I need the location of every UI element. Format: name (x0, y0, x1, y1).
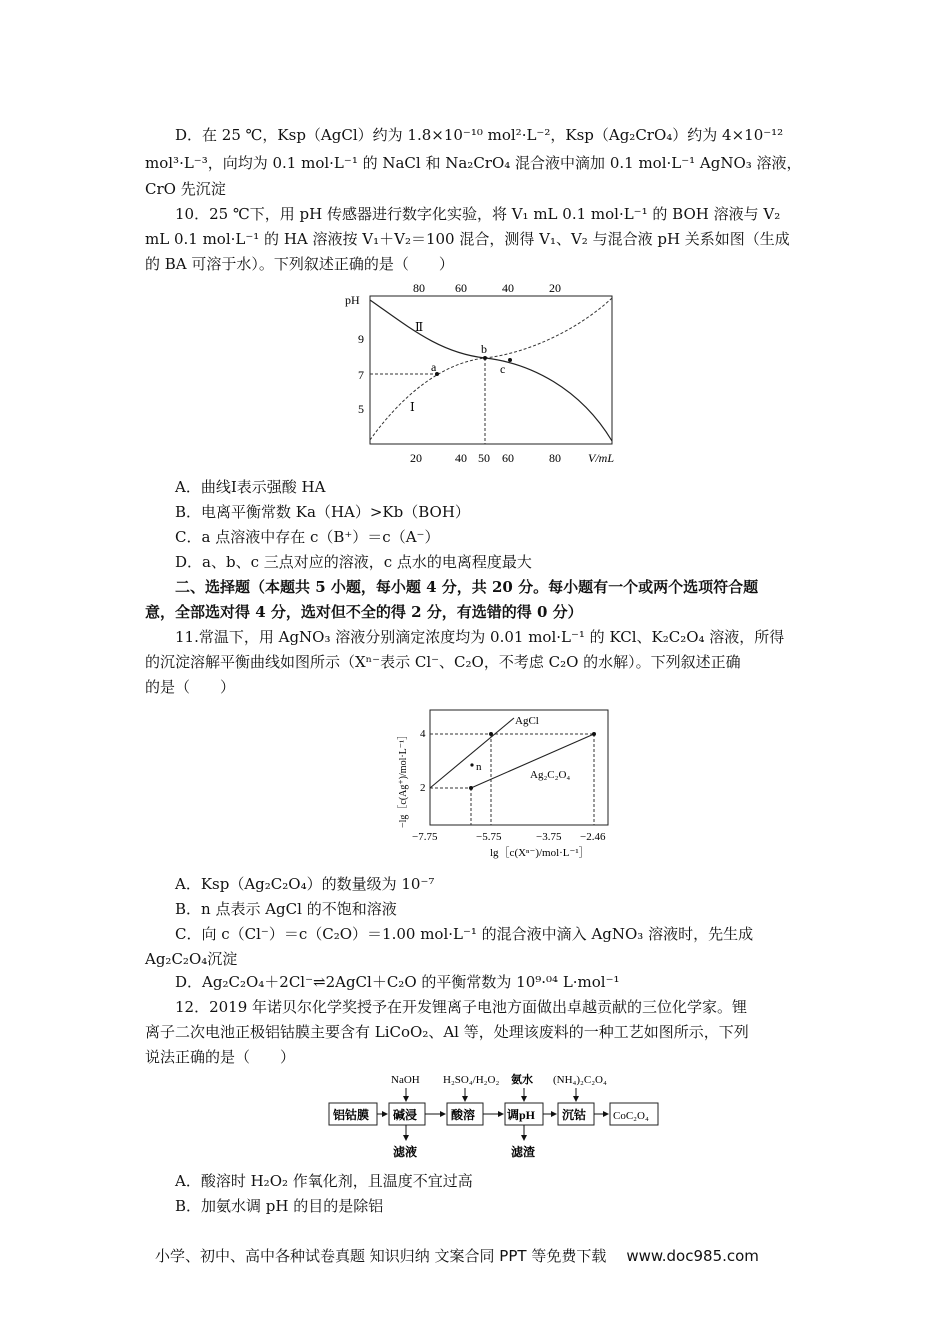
q11-option-c-line2: Ag₂C₂O₄沉淀 (145, 950, 238, 968)
point-ag2c2o4-4 (592, 732, 596, 736)
bottom-tick: 50 (478, 451, 490, 465)
point-n (470, 763, 473, 766)
top-tick: 80 (413, 281, 425, 295)
y-axis-label: −lg［c(Ag⁺)/mol·L⁻¹］ (398, 729, 409, 828)
ag2c2o4-label: Ag₂C₂O₄ (530, 769, 571, 781)
agcl-line (430, 718, 514, 788)
top-tick: 40 (502, 281, 514, 295)
input-h2so4-h2o2: H₂SO₄/H₂O₂ (443, 1074, 500, 1086)
q9-option-d-line2: mol³·L⁻³，向均为 0.1 mol·L⁻¹ 的 NaCl 和 Na₂CrO₄ 混合液中滴加 0.1 mol·L⁻¹ AgNO₃ 溶液， (145, 154, 802, 172)
box-precipitate-cobalt: 沉钴 (562, 1108, 587, 1122)
label-c: c (500, 362, 506, 376)
curve-i (370, 298, 612, 440)
label-b: b (481, 342, 487, 356)
bottom-tick: 20 (410, 451, 422, 465)
q11-option-c-line1: C．向 c（Cl⁻）＝c（C₂O）＝1.00 mol·L⁻¹ 的混合液中滴入 AgNO₃ 溶液时，先生成 (175, 925, 754, 943)
output-residue: 滤渣 (511, 1145, 536, 1159)
q12-stem-line3: 说法正确的是（ ） (145, 1048, 296, 1066)
point-ag2c2o4-2 (469, 786, 473, 790)
footer-text: 小学、初中、高中各种试卷真题 知识归纳 文案合同 PPT 等免费下载 (155, 1247, 607, 1265)
q11-stem-line2: 的沉淀溶解平衡曲线如图所示（Xⁿ⁻表示 Cl⁻、C₂O，不考虑 C₂O 的水解）。下列叙述正确 (145, 653, 741, 671)
y-tick: 7 (358, 368, 364, 382)
point-c (508, 358, 512, 362)
bottom-tick: 60 (502, 451, 514, 465)
input-nh4-2c2o4: (NH₄)₂C₂O₄ (553, 1074, 607, 1086)
x-tick: −5.75 (476, 831, 502, 843)
q12-stem-line1: 12．2019 年诺贝尔化学奖授予在开发锂离子电池方面做出卓越贡献的三位化学家。锂 (175, 998, 748, 1016)
q11-option-b: B．n 点表示 AgCl 的不饱和溶液 (175, 900, 397, 918)
point-agcl-4 (489, 732, 493, 736)
y-tick: 9 (358, 332, 364, 346)
label-curve-ii: Ⅱ (415, 320, 424, 334)
x-tick: −7.75 (412, 831, 438, 843)
label-n: n (476, 761, 482, 773)
q10-option-c: C．a 点溶液中存在 c（B⁺）＝c（A⁻） (175, 528, 440, 546)
q11-stem-line1: 11.常温下，用 AgNO₃ 溶液分别滴定浓度均为 0.01 mol·L⁻¹ 的 KCl、K₂C₂O₄ 溶液，所得 (175, 628, 785, 646)
output-filtrate: 滤液 (393, 1145, 418, 1159)
q12-option-a: A．酸溶时 H₂O₂ 作氧化剂，且温度不宜过高 (175, 1172, 473, 1190)
y-tick: 5 (358, 402, 364, 416)
section2-heading-line1: 二、选择题（本题共 5 小题，每小题 4 分，共 20 分。每小题有一个或两个选项符合题 (175, 578, 759, 596)
q10-option-a: A．曲线Ⅰ表示强酸 HA (175, 478, 326, 496)
x-tick: −2.46 (580, 831, 606, 843)
box-acid-dissolve: 酸溶 (451, 1108, 476, 1122)
bottom-tick: 40 (455, 451, 467, 465)
box-aluminum-cobalt-film: 铝钴膜 (333, 1108, 370, 1122)
box-product-coc2o4: CoC₂O₄ (613, 1110, 649, 1122)
footer-link[interactable]: www.doc985.com (626, 1247, 759, 1265)
label-a: a (431, 360, 437, 374)
q12-option-b: B．加氨水调 pH 的目的是除铝 (175, 1197, 384, 1215)
y-axis-label: pH (345, 293, 360, 307)
x-axis-label: lg［c(Xⁿ⁻)/mol·L⁻¹］ (490, 847, 590, 859)
q10-ph-chart (330, 278, 630, 468)
q11-option-d: D．Ag₂C₂O₄＋2Cl⁻⇌2AgCl＋C₂O 的平衡常数为 10⁹·⁰⁴ L·mol⁻¹ (175, 973, 620, 991)
q11-solubility-chart (390, 700, 630, 860)
x-tick: −3.75 (536, 831, 562, 843)
top-tick: 60 (455, 281, 467, 295)
agcl-label: AgCl (515, 715, 539, 727)
q11-stem-line3: 的是（ ） (145, 678, 236, 696)
x-axis-label: V/mL (588, 451, 615, 465)
bottom-tick: 80 (549, 451, 561, 465)
q9-option-d-line1: D．在 25 ℃，Ksp（AgCl）约为 1.8×10⁻¹⁰ mol²·L⁻²，Ksp（Ag₂CrO₄）约为 4×10⁻¹² (175, 126, 784, 144)
section2-heading-line2: 意，全部选对得 4 分，选对但不全的得 2 分，有选错的得 0 分） (145, 603, 583, 621)
y-tick: 2 (420, 782, 426, 794)
box-adjust-ph: 调pH (507, 1108, 536, 1122)
y-tick: 4 (420, 728, 426, 740)
q10-option-b: B．电离平衡常数 Ka（HA）>Kb（BOH） (175, 503, 470, 521)
q12-process-flowchart (325, 1068, 665, 1162)
q11-option-a: A．Ksp（Ag₂C₂O₄）的数量级为 10⁻⁷ (175, 875, 435, 893)
point-b (483, 356, 487, 360)
q10-option-d: D．a、b、c 三点对应的溶液，c 点水的电离程度最大 (175, 553, 532, 571)
label-curve-i: Ⅰ (410, 400, 415, 414)
input-ammonia: 氨水 (511, 1074, 533, 1086)
top-tick: 20 (549, 281, 561, 295)
box-alkali-leach: 碱浸 (393, 1108, 418, 1122)
q9-option-d-line3: CrO 先沉淀 (145, 180, 226, 198)
q10-stem-line2: mL 0.1 mol·L⁻¹ 的 HA 溶液按 V₁＋V₂＝100 混合，测得 V₁、V₂ 与混合液 pH 关系如图（生成 (145, 230, 790, 248)
page-footer (155, 1245, 759, 1266)
curve-ii (370, 300, 612, 441)
q12-stem-line2: 离子二次电池正极铝钴膜主要含有 LiCoO₂、Al 等，处理该废料的一种工艺如图所示，下列 (145, 1023, 749, 1041)
q10-stem-line1: 10．25 ℃下，用 pH 传感器进行数字化实验，将 V₁ mL 0.1 mol·L⁻¹ 的 BOH 溶液与 V₂ (175, 205, 781, 223)
q10-stem-line3: 的 BA 可溶于水）。下列叙述正确的是（ ） (145, 255, 454, 273)
input-naoh: NaOH (391, 1074, 420, 1086)
